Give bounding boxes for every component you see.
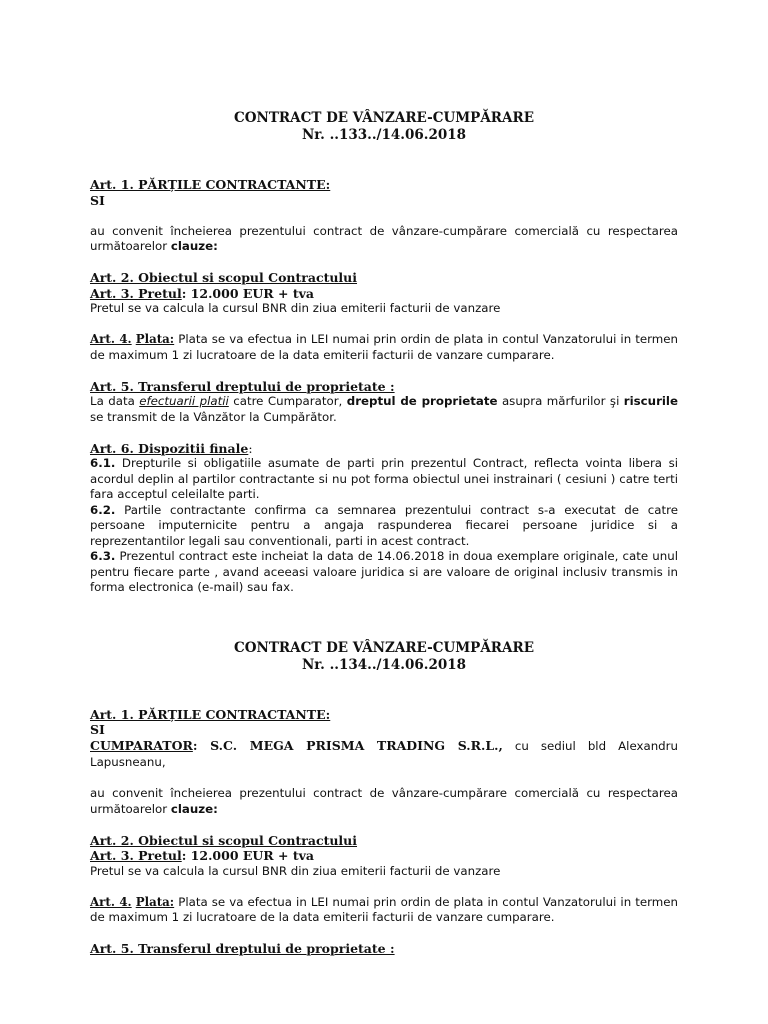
art6-3-paragraph: 6.3. Prezentul contract este incheiat la data de 14.06.2018 in doua exemplare originale, cate unul pentru fiecare parte , avand aceeasi valoare juridica si are valoare de original inclusiv transmis in forma electronica (e-mail) sau fax. bbox=[90, 549, 678, 594]
art5-heading: Art. 5. Transferul dreptului de proprietate : bbox=[90, 378, 395, 394]
art6-1-paragraph: 6.1. Drepturile si obligatiile asumate de parti prin prezentul Contract, reflecta vointa libera si acordul deplin al partilor contractante si nu pot forma obiectul unei instrainari ( cesiuni ) catre terti fara acceptul celeilalte parti. bbox=[90, 456, 678, 501]
contract-number: Nr. ..133../14.06.2018 bbox=[301, 127, 467, 143]
art4-paragraph: Art. 4. Plata: Plata se va efectua in LEI numai prin ordin de plata in contul Vanzatorului in termen de maximum 1 zi lucratoare de la data emiterii facturii de vanzare cumparare. bbox=[90, 894, 678, 924]
si-label: SI bbox=[90, 722, 105, 737]
agreement-paragraph: au convenit încheierea prezentului contract de vânzare-cumpărare comercială cu respectarea următoarelor clauze: bbox=[90, 223, 678, 253]
art3-text: Pretul se va calcula la cursul BNR din ziua emiterii facturii de vanzare bbox=[90, 301, 501, 315]
buyer-line: CUMPARATOR: S.C. MEGA PRISMA TRADING S.R.L., cu sediul bld Alexandru Lapusneanu, bbox=[90, 737, 678, 769]
art2-heading: Art. 2. Obiectul si scopul Contractului bbox=[90, 270, 358, 285]
art6-heading: Art. 6. Dispozitii finale: bbox=[90, 440, 253, 456]
art6-2-paragraph: 6.2. Partile contractante confirma ca semnarea prezentului contract s-a executat de catre persoane imputernicite pentru a angaja raspunderea fiecarei persoane juridice si a reprezentantilor legali sau conventionali, parti in acest contract. bbox=[90, 502, 678, 548]
art3-text: Pretul se va calcula la cursul BNR din ziua emiterii facturii de vanzare bbox=[90, 863, 501, 878]
contract-number: Nr. ..134../14.06.2018 bbox=[301, 656, 467, 673]
si-label: SI bbox=[90, 192, 105, 208]
art3-price: Art. 3. Pretul: 12.000 EUR + tva bbox=[90, 285, 315, 301]
contract-title: CONTRACT DE VÂNZARE-CUMPĂRARE bbox=[234, 110, 534, 126]
art2-heading: Art. 2. Obiectul si scopul Contractului bbox=[90, 832, 358, 848]
art3-price: Art. 3. Pretul: 12.000 EUR + tva bbox=[90, 848, 315, 863]
art1-heading: Art. 1. PĂRȚILE CONTRACTANTE: bbox=[90, 177, 331, 192]
contract-title: CONTRACT DE VÂNZARE-CUMPĂRARE bbox=[234, 639, 534, 656]
art5-paragraph: La data efectuarii platii catre Cumparator, dreptul de proprietate asupra mărfurilor şi riscurile se transmit de la Vânzător la Cumpărător. bbox=[90, 394, 678, 424]
art1-heading: Art. 1. PĂRȚILE CONTRACTANTE: bbox=[90, 706, 331, 722]
art4-paragraph: Art. 4. Plata: Plata se va efectua in LEI numai prin ordin de plata in contul Vanzatorului in termen de maximum 1 zi lucratoare de la data emiterii facturii de vanzare cumparare. bbox=[90, 332, 678, 362]
art5-heading: Art. 5. Transferul dreptului de proprietate : bbox=[90, 941, 395, 956]
agreement-paragraph: au convenit încheierea prezentului contract de vânzare-cumpărare comercială cu respectarea următoarelor clauze: bbox=[90, 786, 678, 816]
